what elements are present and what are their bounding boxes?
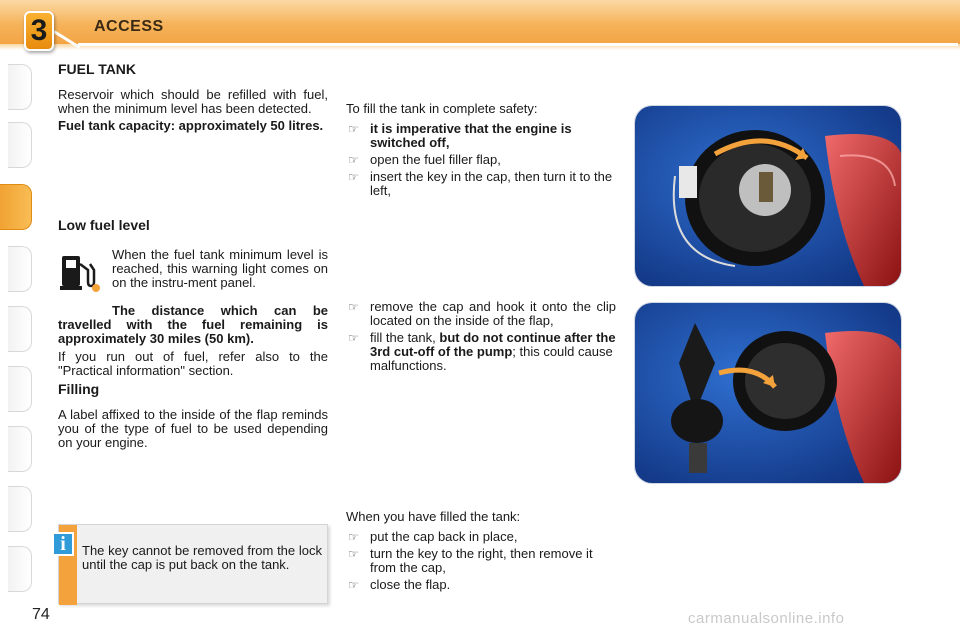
after-fill-item-1: put the cap back in place, (370, 529, 518, 544)
filling-step-2-prefix: fill the tank, (370, 330, 440, 345)
pointer-hand-icon: ☞ (348, 170, 359, 184)
list-item (346, 153, 616, 167)
pointer-hand-icon: ☞ (348, 547, 359, 561)
filling-step-2-bold: but do not continue after the 3rd cut-off of the pump (370, 330, 616, 359)
pointer-hand-icon: ☞ (348, 578, 359, 592)
after-fill-item-3: close the flap. (370, 577, 451, 592)
side-tab-7[interactable] (8, 426, 32, 472)
section-title: ACCESS (94, 18, 164, 35)
safety-item-2: open the fuel filler flap, (370, 152, 501, 167)
safety-item-1: it is imperative that the engine is switched off, (370, 121, 572, 150)
list-item (346, 300, 616, 328)
filling-step-2-suffix: ; this could cause malfunctions. (370, 344, 613, 373)
info-text: The key cannot be removed from the lock until the cap is put back on the tank. (82, 543, 322, 572)
after-fill-item-2: turn the key to the right, then remove it from the cap, (370, 546, 593, 575)
pointer-hand-icon: ☞ (348, 331, 359, 345)
side-tab-8[interactable] (8, 486, 32, 532)
fuel-tank-capacity: Fuel tank capacity: approximately 50 litres. (58, 118, 324, 133)
list-item (346, 170, 616, 198)
fuel-cap-hooked-photo (634, 302, 902, 484)
safety-item-3: insert the key in the cap, then turn it to the left, (370, 169, 613, 198)
list-item (346, 122, 616, 150)
fuel-pump-warning-icon (58, 250, 104, 296)
low-fuel-section (58, 218, 328, 232)
list-item (346, 331, 616, 373)
low-fuel-text-block (112, 248, 328, 290)
fuel-tank-heading: FUEL TANK (58, 61, 137, 77)
watermark: carmanualsonline.info (688, 610, 845, 627)
filling-paragraph: A label affixed to the inside of the flap reminds you of the type of fuel to be used depending on your engine. (58, 407, 328, 450)
after-fill-intro: When you have filled the tank: (346, 509, 521, 524)
list-item (346, 530, 616, 544)
side-tab-9[interactable] (8, 546, 32, 592)
low-fuel-run-out: If you run out of fuel, refer also to the "Practical information" section. (58, 349, 328, 378)
side-tab-4[interactable] (8, 246, 32, 292)
filling-section (58, 382, 328, 450)
list-item (346, 578, 616, 592)
info-icon: i (52, 532, 74, 556)
low-fuel-heading: Low fuel level (58, 217, 150, 233)
side-tab-1[interactable] (8, 64, 32, 110)
page-number: 74 (32, 606, 50, 623)
filling-step-1: remove the cap and hook it onto the clip located on the inside of the flap, (370, 299, 616, 328)
filling-steps-block (346, 300, 616, 376)
pointer-hand-icon: ☞ (348, 122, 359, 136)
list-item (346, 547, 616, 575)
side-tab-5[interactable] (8, 306, 32, 352)
fuel-cap-key-photo (634, 105, 902, 287)
side-tab-active[interactable] (0, 184, 32, 230)
side-tab-2[interactable] (8, 122, 32, 168)
filling-heading: Filling (58, 381, 100, 397)
side-tab-6[interactable] (8, 366, 32, 412)
fuel-tank-paragraph: Reservoir which should be refilled with fuel, when the minimum level has been detected. (58, 87, 328, 116)
after-fill-block (346, 510, 616, 595)
pointer-hand-icon: ☞ (348, 530, 359, 544)
header-rule (78, 43, 958, 46)
pointer-hand-icon: ☞ (348, 300, 359, 314)
low-fuel-paragraph: When the fuel tank minimum level is reached, this warning light comes on on the instru-ment panel. (112, 247, 328, 290)
low-fuel-continued (58, 304, 328, 378)
low-fuel-distance: The distance which can be travelled with the fuel remaining is approximately 30 miles (50 km). (58, 303, 328, 346)
safety-intro: To fill the tank in complete safety: (346, 101, 538, 116)
safety-block (346, 102, 616, 201)
chapter-side-tabs (0, 64, 34, 584)
pointer-hand-icon: ☞ (348, 153, 359, 167)
chapter-number-badge[interactable]: 3 (24, 11, 54, 51)
left-column (58, 62, 328, 133)
